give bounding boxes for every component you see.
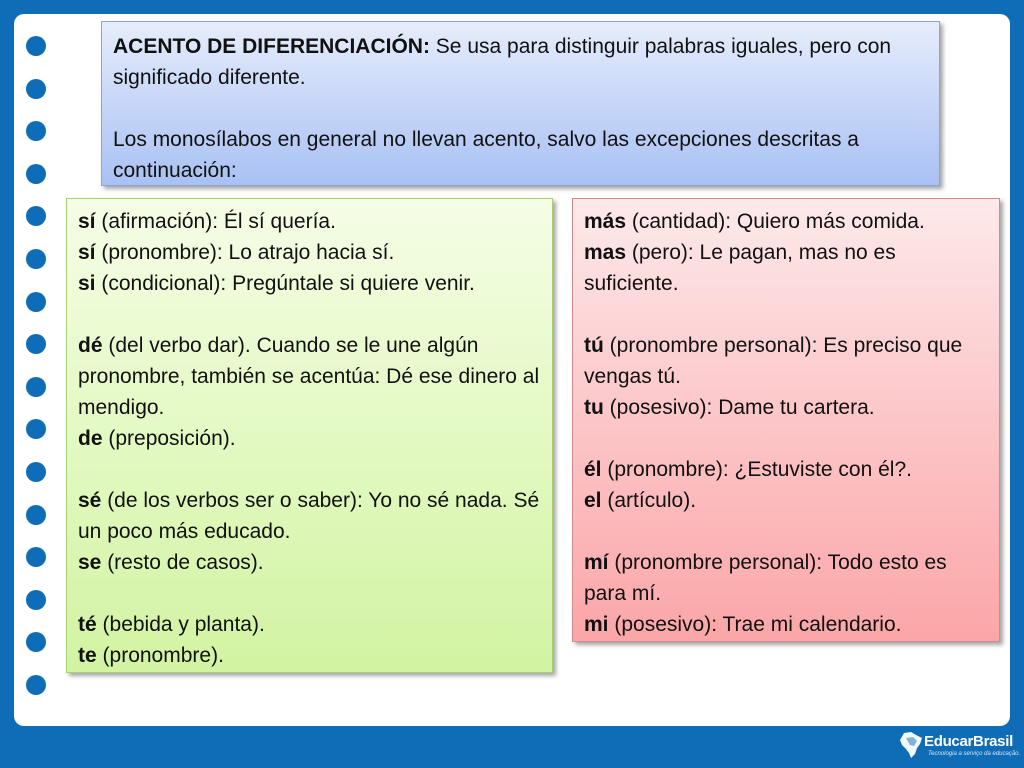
- example-item: [584, 609, 989, 640]
- example-text: (artículo).: [601, 489, 697, 512]
- example-text: (afirmación): Él sí quería.: [95, 210, 336, 233]
- definition-box: [101, 21, 940, 186]
- example-term: dé: [78, 334, 103, 357]
- examples-box-left: [66, 198, 553, 673]
- example-term: mas: [584, 241, 627, 264]
- example-term: si: [78, 272, 96, 295]
- example-text: (condicional): Pregúntale si quiere venir.: [95, 272, 475, 295]
- ring-dot: [26, 632, 46, 652]
- example-item: [78, 609, 542, 640]
- example-item: [78, 547, 542, 578]
- example-text: (cantidad): Quiero más comida.: [626, 210, 925, 233]
- example-text: (pero): Le pagan, mas no es suficiente.: [584, 241, 896, 295]
- example-text: (bebida y planta).: [96, 613, 265, 636]
- example-text: (pronombre): Lo atrajo hacia sí.: [95, 241, 395, 264]
- example-term: mi: [584, 613, 609, 636]
- example-term: se: [78, 551, 102, 574]
- ring-dot: [26, 249, 46, 269]
- definition-description: Se usa para distinguir palabras iguales, pero con significado diferente.: [113, 35, 892, 89]
- example-text: (resto de casos).: [101, 551, 264, 574]
- example-item: [584, 485, 989, 516]
- ring-dot: [26, 292, 46, 312]
- logo-tagline: Tecnologia a serviço da educação.: [928, 751, 1021, 757]
- logo-name: EducarBrasil: [924, 733, 1013, 750]
- ring-dot: [26, 79, 46, 99]
- example-item: [78, 485, 542, 547]
- example-text: (del verbo dar). Cuando se le une algún pronombre, también se acentúa: Dé ese dinero al mendigo.: [78, 334, 540, 419]
- example-term: de: [78, 427, 103, 450]
- definition-title: ACENTO DE DIFERENCIACIÓN:: [113, 35, 430, 58]
- example-item: [78, 640, 542, 671]
- example-item: [584, 206, 989, 237]
- ring-dot: [26, 334, 46, 354]
- notebook-ring-dots: [26, 36, 48, 718]
- examples-box-right: [572, 198, 1000, 642]
- ring-dot: [26, 121, 46, 141]
- ring-dot: [26, 164, 46, 184]
- example-text: (de los verbos ser o saber): Yo no sé nada. Sé un poco más educado.: [78, 489, 540, 543]
- educarbrasil-logo: [898, 728, 1021, 764]
- example-term: sí: [78, 241, 96, 264]
- example-item: [584, 454, 989, 485]
- ring-dot: [26, 206, 46, 226]
- example-item: [584, 547, 989, 609]
- example-item: [78, 206, 542, 237]
- example-item: [584, 392, 989, 423]
- example-text: (pronombre): ¿Estuviste con él?.: [601, 458, 912, 481]
- brazil-map-icon: [898, 730, 924, 760]
- ring-dot: [26, 675, 46, 695]
- example-term: te: [78, 644, 97, 667]
- example-text: (pronombre personal): Todo esto es para mí.: [584, 551, 947, 605]
- example-item: [78, 237, 542, 268]
- definition-text: [113, 31, 927, 93]
- example-term: sí: [78, 210, 96, 233]
- ring-dot: [26, 377, 46, 397]
- example-term: sé: [78, 489, 102, 512]
- example-text: (pronombre).: [96, 644, 224, 667]
- ring-dot: [26, 36, 46, 56]
- ring-dot: [26, 462, 46, 482]
- example-term: mí: [584, 551, 609, 574]
- example-term: tu: [584, 396, 604, 419]
- example-item: [78, 268, 542, 299]
- example-term: él: [584, 458, 602, 481]
- example-text: (posesivo): Trae mi calendario.: [608, 613, 902, 636]
- ring-dot: [26, 419, 46, 439]
- example-text: (pronombre personal): Es preciso que vengas tú.: [584, 334, 963, 388]
- example-item: [78, 330, 542, 423]
- example-term: té: [78, 613, 97, 636]
- example-term: más: [584, 210, 627, 233]
- example-item: [78, 423, 542, 454]
- example-term: tú: [584, 334, 604, 357]
- example-item: [584, 330, 989, 392]
- definition-note: Los monosílabos en general no llevan acento, salvo las excepciones descritas a continuación:: [113, 128, 859, 182]
- ring-dot: [26, 590, 46, 610]
- example-text: (posesivo): Dame tu cartera.: [603, 396, 875, 419]
- example-text: (preposición).: [102, 427, 236, 450]
- ring-dot: [26, 505, 46, 525]
- ring-dot: [26, 547, 46, 567]
- example-item: [584, 237, 989, 299]
- example-term: el: [584, 489, 602, 512]
